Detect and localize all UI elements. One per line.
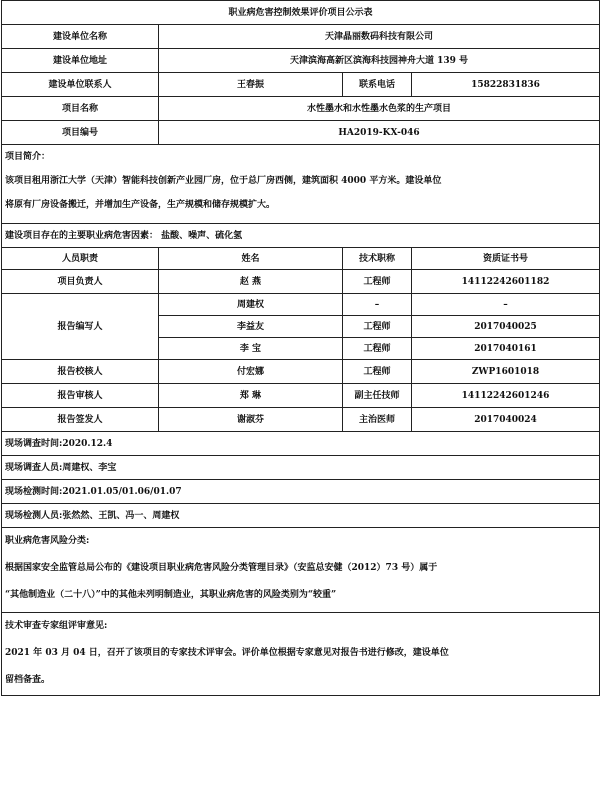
checker-name: 付宏娜 bbox=[159, 360, 343, 384]
writer3-title: 工程师 bbox=[343, 338, 412, 360]
review-line-1: 2021 年 03 月 04 日，召开了该项目的专家技术评审会。评价单位根据专家意见对报告书进行修改，建设单位 bbox=[5, 648, 449, 658]
project-no-value: HA2019-KX-046 bbox=[159, 121, 600, 145]
issuer-title: 主治医师 bbox=[343, 408, 412, 432]
review-label: 技术审查专家组评审意见: bbox=[5, 621, 108, 631]
leader-cert: 14112242601182 bbox=[412, 270, 600, 294]
intro-cell bbox=[2, 145, 600, 224]
survey-staff: 现场调查人员:周建权、李宝 bbox=[2, 456, 600, 480]
risk-line-2: “其他制造业（二十八）”中的其他未列明制造业，其职业病危害的风险类别为“较重” bbox=[5, 590, 337, 600]
risk-line-1: 根据国家安全监管总局公布的《建设项目职业病危害风险分类管理目录》（安监总安健（2012）73 号）属于 bbox=[5, 563, 438, 573]
intro-line-2: 将原有厂房设备搬迁，并增加生产设备，生产规模和储存规模扩大。 bbox=[5, 200, 276, 210]
header-role: 人员职责 bbox=[2, 248, 159, 270]
header-title: 技术职称 bbox=[343, 248, 412, 270]
writer1-title: – bbox=[343, 294, 412, 316]
address-value: 天津滨海高新区滨海科技园神舟大道 139 号 bbox=[159, 49, 600, 73]
reviewer-role: 报告审核人 bbox=[2, 384, 159, 408]
publicity-table bbox=[1, 0, 600, 696]
writer-role: 报告编写人 bbox=[2, 294, 159, 360]
review-line-2: 留档备查。 bbox=[5, 675, 51, 685]
issuer-cert: 2017040024 bbox=[412, 408, 600, 432]
reviewer-title: 副主任技师 bbox=[343, 384, 412, 408]
intro-label: 项目简介： bbox=[5, 152, 51, 162]
issuer-name: 谢淑芬 bbox=[159, 408, 343, 432]
writer2-cert: 2017040025 bbox=[412, 316, 600, 338]
contact-value: 王春振 bbox=[159, 73, 343, 97]
project-name-value: 水性墨水和水性墨水色浆的生产项目 bbox=[159, 97, 600, 121]
writer3-name: 李 宝 bbox=[159, 338, 343, 360]
address-label: 建设单位地址 bbox=[2, 49, 159, 73]
test-time: 现场检测时间:2021.01.05/01.06/01.07 bbox=[2, 480, 600, 504]
risk-label: 职业病危害风险分类: bbox=[5, 536, 90, 546]
leader-name: 赵 燕 bbox=[159, 270, 343, 294]
leader-role: 项目负责人 bbox=[2, 270, 159, 294]
phone-value: 15822831836 bbox=[412, 73, 600, 97]
project-name-label: 项目名称 bbox=[2, 97, 159, 121]
hazards: 建设项目存在的主要职业病危害因素： 盐酸、噪声、硫化氢 bbox=[2, 224, 600, 248]
writer1-cert: – bbox=[412, 294, 600, 316]
leader-title: 工程师 bbox=[343, 270, 412, 294]
writer2-name: 李益友 bbox=[159, 316, 343, 338]
project-no-label: 项目编号 bbox=[2, 121, 159, 145]
review-cell bbox=[2, 613, 600, 696]
survey-time: 现场调查时间:2020.12.4 bbox=[2, 432, 600, 456]
checker-cert: ZWP1601018 bbox=[412, 360, 600, 384]
reviewer-cert: 14112242601246 bbox=[412, 384, 600, 408]
header-cert: 资质证书号 bbox=[412, 248, 600, 270]
unit-name-label: 建设单位名称 bbox=[2, 25, 159, 49]
phone-label: 联系电话 bbox=[343, 73, 412, 97]
writer1-name: 周建权 bbox=[159, 294, 343, 316]
table-title: 职业病危害控制效果评价项目公示表 bbox=[2, 1, 600, 25]
reviewer-name: 郑 琳 bbox=[159, 384, 343, 408]
checker-title: 工程师 bbox=[343, 360, 412, 384]
unit-name-value: 天津晶丽数码科技有限公司 bbox=[159, 25, 600, 49]
checker-role: 报告校核人 bbox=[2, 360, 159, 384]
writer3-cert: 2017040161 bbox=[412, 338, 600, 360]
writer2-title: 工程师 bbox=[343, 316, 412, 338]
contact-label: 建设单位联系人 bbox=[2, 73, 159, 97]
intro-line-1: 该项目租用浙江大学（天津）智能科技创新产业园厂房，位于总厂房西侧，建筑面积 4000 平方米。建设单位 bbox=[5, 176, 442, 186]
issuer-role: 报告签发人 bbox=[2, 408, 159, 432]
header-name: 姓名 bbox=[159, 248, 343, 270]
risk-cell bbox=[2, 528, 600, 613]
test-staff: 现场检测人员:张然然、王凯、冯一、周建权 bbox=[2, 504, 600, 528]
